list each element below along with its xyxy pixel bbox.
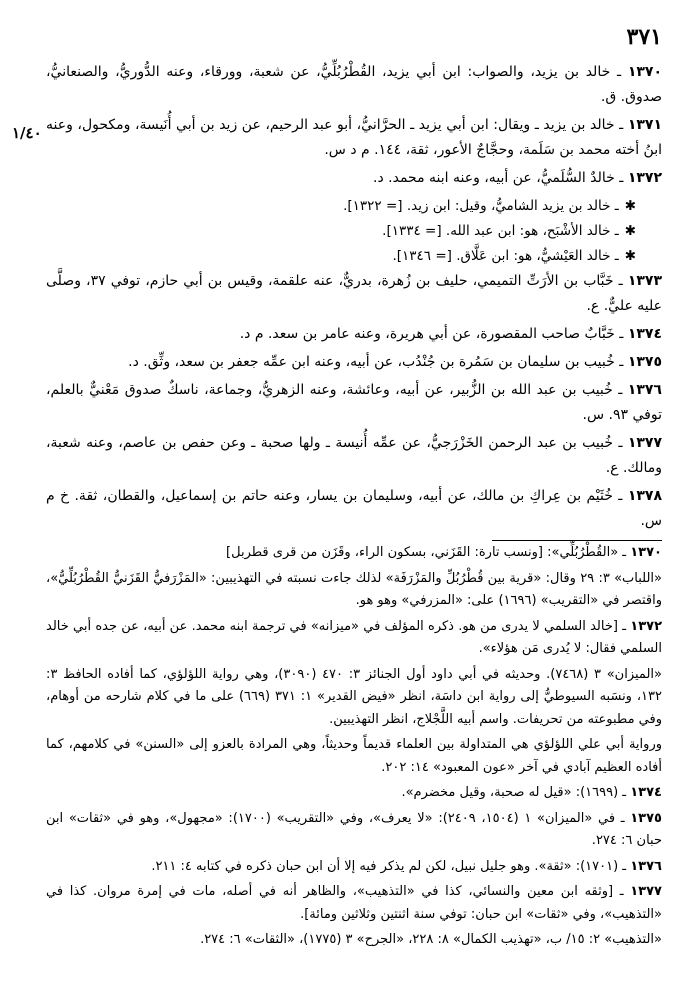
entry-1376: ١٣٧٦ ـ خُبيب بن عبد الله بن الزُّبير، عن أبيه، وعائشة، وعنه الزهريُّ، وجماعة، ناسكٌ صدوق مَعْنيٌّ بالعلم، توفي ٩٣. س. [46, 382, 662, 423]
entry-number: ١٣٧٨ [627, 488, 662, 504]
entry-text: خُثَيْم بن عِراكِ بن مالك، عن أبيه، وسليمان بن يسار، وعنه حاتم بن إسماعيل، والقطان، ثقة. خ م س. [46, 488, 662, 529]
cross-reference: ✱ـ خالد بن يزيد الشاميُّ، وقيل: ابن زيد. [= ١٣٢٢]. [343, 198, 636, 214]
footnotes [46, 542, 662, 955]
footnote: ١٣٧٤ ـ (١٦٩٩): «قيل له صحبة، وقيل مخضرم». [401, 785, 662, 800]
footnote-text: (١٦٩٩): «قيل له صحبة، وقيل مخضرم». [401, 785, 619, 800]
entry-text: خُبيب بن عبد الرحمن الخَزْرَجيُّ، عن عمِّه أُنيسة ـ ولها صحبة ـ وعن حفص بن عاصم، وعنه شعبة، ومالك. ع. [46, 435, 662, 476]
cross-reference-text: خالد الأشْبَح، هو: ابن عبد الله. [= ١٣٣٤]. [382, 223, 611, 239]
entry-text: خالدٌ السُّلَميُّ، عن أبيه، وعنه ابنه محمد. د. [373, 170, 615, 186]
entry-text: خالد بن يزيد، والصواب: ابن أبي يزيد، القُطْرُبُلِّيُّ، عن شعبة، وورقاء، وعنه الدُّوريُّ، والصنعانيُّ، صدوق. ق. [46, 64, 662, 105]
entry-number: ١٣٧٦ [627, 382, 662, 398]
entry-text: خَبَّابٌ صاحب المقصورة، عن أبي هريرة، وعنه عامر بن سعد. م د. [239, 326, 615, 342]
footnote-text: «القُطْرُبُلِّي»: [ونسب تارة: القَزَني، بسكون الراء، وقَزَن من قرى قطربل] [226, 545, 619, 560]
footnote: ١٣٧٦ ـ (١٧٠١): «ثقة». وهو جليل نبيل، لكن لم يذكر فيه إلا أن ابن حبان ذكره في كتابه ٤: ٢١١. [151, 858, 662, 874]
entry-number: ١٣٧٧ [627, 435, 662, 451]
footnote: ١٣٧٠ ـ «القُطْرُبُلِّي»: [ونسب تارة: القَزَني، بسكون الراء، وقَزَن من قرى قطربل] [226, 545, 662, 560]
footnote-number: ١٣٧٢ [630, 618, 663, 634]
asterisk-icon: ✱ [624, 248, 636, 264]
footnote-text: (١٧٠١): «ثقة». وهو جليل نبيل، لكن لم يذكر فيه إلا أن ابن حبان ذكره في كتابه ٤: ٢١١. [151, 858, 619, 874]
entries-list [46, 60, 662, 537]
footnote: ١٣٧٢ ـ [خالد السلمي لا يدرى من هو. ذكره المؤلف في «ميزانه» في ترجمة ابنه محمد. عن أبيه، عن جده أبي خالد السلمي فقال: لا يُدرى مَن هؤلاء». [46, 618, 663, 656]
entry-number: ١٣٧٤ [627, 326, 662, 342]
entry-number: ١٣٧٥ [627, 354, 662, 370]
footnote-text: «التذهيب» ٢: ١٥/ ب، «تهذيب الكمال» ٨: ٢٢٨، «الجرح» ٣ (١٧٧٥)، «الثقات» ٦: ٢٧٤. [200, 932, 662, 947]
footnote-text: في «الميزان» ١ (١٥٠٤، ٢٤٠٩): «لا يعرف»، وفي «التقريب» (١٧٠٠): «مجهول»، وهو في «ثقات» ابن حبان ٦: ٢٧٤. [46, 810, 662, 848]
footnote-text: «اللباب» ٣: ٢٩ وقال: «قرية بين قُطْرُبُلِّ والمَزْرَفَة» لذلك جاءت نسبته في التهذيبين: «المَزْرَفيُّ القَزَنيُّ القُطْرُبُلِّيُّ»، واقتصر في «التقريب» (١٦٩٦) على: «المزرفي» وهو هو. [46, 570, 663, 608]
entry-text: خالد بن يزيد ـ ويقال: ابن أبي يزيد ـ الحرَّانيُّ، أبو عبد الرحيم، عن زيد بن أبي أُنَيسة، ومكحول، وعنه ابنُ أخته محمد بن سَلَمة، وحجَّاجٌ الأعور، ثقة، ١٤٤. م د س. [46, 117, 662, 158]
cross-reference: ✱ـ خالد الأشْبَح، هو: ابن عبد الله. [= ١٣٣٤]. [382, 223, 636, 239]
entry-number: ١٣٧٣ [627, 273, 662, 289]
footnote-continuation [46, 568, 662, 613]
cross-reference: ✱ـ خالد العَيْشيُّ، هو: ابن عَلَّاق. [= ١٣٤٦]. [392, 248, 636, 264]
entry-1373: ١٣٧٣ ـ خَبَّاب بن الأرَتِّ التميمي، حليف بن زُهرة، بدريٌّ، عنه علقمة، وقيس بن أبي حازم، توفي ٣٧، وصلَّى عليه عليٌّ. ع. [46, 273, 662, 314]
entry-text: خُبيب بن عبد الله بن الزُّبير، عن أبيه، وعائشة، وعنه الزهريُّ، وجماعة، ناسكٌ صدوق مَعْنيٌّ بالعلم، توفي ٩٣. س. [46, 382, 662, 423]
entry-1372: ١٣٧٢ ـ خالدٌ السُّلَميُّ، عن أبيه، وعنه ابنه محمد. د. [373, 170, 662, 186]
asterisk-icon: ✱ [624, 223, 636, 239]
margin-reference: ١/٤٠ [12, 124, 42, 142]
footnote-number: ١٣٧٦ [630, 858, 662, 874]
footnote-number: ١٣٧٥ [630, 810, 662, 826]
footnote: ١٣٧٥ ـ في «الميزان» ١ (١٥٠٤، ٢٤٠٩): «لا يعرف»، وفي «التقريب» (١٧٠٠): «مجهول»، وهو في «ثقات» ابن حبان ٦: ٢٧٤. [46, 810, 662, 848]
footnote-continuation [46, 734, 662, 779]
footnote: ١٣٧٧ ـ [وثقه ابن معين والنسائي، كذا في «التذهيب»، والظاهر أنه في أصله، مات في إمرة مروان. كذا في «التذهيب»، وفي «ثقات» ابن حبان: توفي سنة اثنتين وثلاثين ومائة]. [46, 884, 662, 922]
footnote-text: [وثقه ابن معين والنسائي، كذا في «التذهيب»، والظاهر أنه في أصله، مات في إمرة مروان. كذا في «التذهيب»، وفي «ثقات» ابن حبان: توفي سنة اثنتين وثلاثين ومائة]. [46, 884, 662, 922]
entry-1371: ١٣٧١ ـ خالد بن يزيد ـ ويقال: ابن أبي يزيد ـ الحرَّانيُّ، أبو عبد الرحيم، عن زيد بن أبي أُنَيسة، ومكحول، وعنه ابنُ أخته محمد بن سَلَمة، وحجَّاجٌ الأعور، ثقة، ١٤٤. م د س. [46, 117, 662, 158]
entry-number: ١٣٧١ [627, 117, 662, 133]
entry-1377: ١٣٧٧ ـ خُبيب بن عبد الرحمن الخَزْرَجيُّ، عن عمِّه أُنيسة ـ ولها صحبة ـ وعن حفص بن عاصم، وعنه شعبة، ومالك. ع. [46, 435, 662, 476]
entry-1375: ١٣٧٥ ـ خُبيب بن سليمان بن سَمُرة بن جُنْدُب، عن أبيه، وعنه ابن عمِّه جعفر بن سعد، وثِّق. د. [128, 354, 662, 370]
entry-number: ١٣٧٢ [627, 170, 662, 186]
footnote-text: «الميزان» ٣ (٧٤٦٨). وحديثه في أبي داود أول الجنائز ٣: ٤٧٠ (٣٠٩٠)، وهي رواية اللؤلؤي، كما أفاده الحافظ ٣: ١٣٢، ونسَبه السيوطيُّ إلى رواية ابن داسَة، انظر «فيض القدير» ١: ٣٧١ (٦٦٩) على ما في كلام شارحه من أوهام، وفي مطبوعته من تحريفات. واسم أبيه اللَّجْلاج، انظر التهذيبين. [46, 666, 662, 727]
footnote-continuation [46, 664, 662, 732]
entry-1370: ١٣٧٠ ـ خالد بن يزيد، والصواب: ابن أبي يزيد، القُطْرُبُلِّيُّ، عن شعبة، وورقاء، وعنه الدُّوريُّ، والصنعانيُّ، صدوق. ق. [46, 64, 662, 105]
entry-1378: ١٣٧٨ ـ خُثَيْم بن عِراكِ بن مالك، عن أبيه، وسليمان بن يسار، وعنه حاتم بن إسماعيل، والقطان، ثقة. خ م س. [46, 488, 662, 529]
asterisk-icon: ✱ [624, 198, 636, 214]
footnote-number: ١٣٧٧ [630, 884, 662, 899]
footnote-text: [خالد السلمي لا يدرى من هو. ذكره المؤلف في «ميزانه» في ترجمة ابنه محمد. عن أبيه، عن جده أبي خالد السلمي فقال: لا يُدرى مَن هؤلاء». [46, 618, 662, 656]
cross-reference-text: خالد العَيْشيُّ، هو: ابن عَلَّاق. [= ١٣٤٦]. [392, 248, 611, 264]
entry-1374: ١٣٧٤ ـ خَبَّابٌ صاحب المقصورة، عن أبي هريرة، وعنه عامر بن سعد. م د. [239, 326, 662, 342]
footnote-separator [492, 540, 662, 541]
footnote-text: ورواية أبي علي اللؤلؤي هي المتداولة بين العلماء قديماً وحديثاً، وهي المرادة بالعزو إلى «السنن» في كلامهم، كما أفاده العظيم آبادي في آخر «عون المعبود» ١٤: ٢٠٢. [46, 737, 662, 775]
cross-reference-text: خالد بن يزيد الشاميُّ، وقيل: ابن زيد. [= ١٣٢٢]. [343, 198, 611, 214]
entry-number: ١٣٧٠ [627, 64, 662, 80]
footnote-continuation [46, 929, 662, 952]
entry-text: خُبيب بن سليمان بن سَمُرة بن جُنْدُب، عن أبيه، وعنه ابن عمِّه جعفر بن سعد، وثِّق. د. [128, 354, 615, 370]
footnote-number: ١٣٧٤ [630, 785, 662, 800]
page-number: ٣٧١ [626, 24, 662, 50]
entry-text: خَبَّاب بن الأرَتِّ التميمي، حليف بن زُهرة، بدريٌّ، عنه علقمة، وقيس بن أبي حازم، توفي ٣٧، وصلَّى عليه عليٌّ. ع. [46, 273, 662, 314]
footnote-number: ١٣٧٠ [630, 545, 662, 560]
